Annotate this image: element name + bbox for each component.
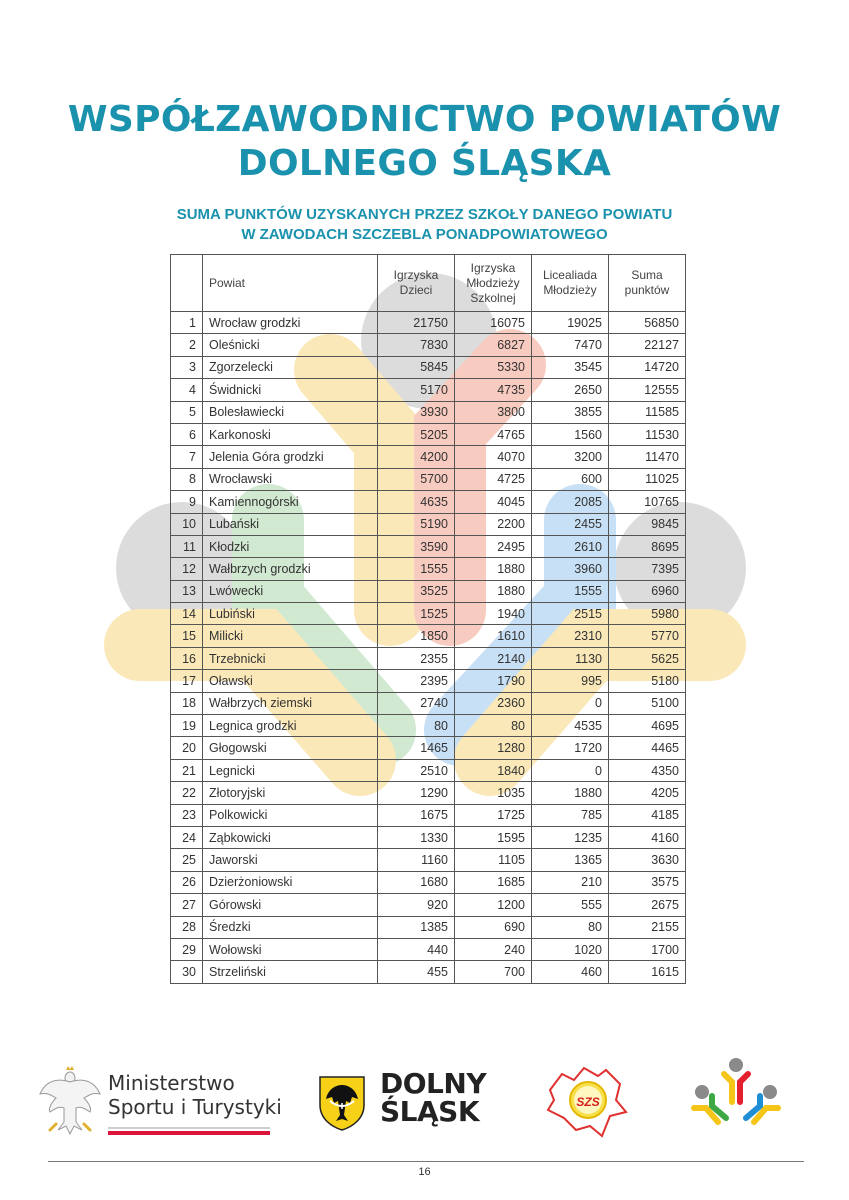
table-header-row [171, 255, 686, 312]
row-powiat: Jelenia Góra grodzki [203, 446, 378, 468]
row-number: 26 [171, 871, 203, 893]
row-licealiada-mlodziezy: 3545 [532, 356, 609, 378]
row-igrzyska-dzieci: 1160 [378, 849, 455, 871]
table-row [171, 580, 686, 602]
row-powiat: Wrocław grodzki [203, 312, 378, 334]
row-suma-punktow: 1615 [609, 961, 686, 983]
page-title [0, 98, 849, 186]
table-row [171, 916, 686, 938]
row-suma-punktow: 7395 [609, 558, 686, 580]
header-text: Młodzieży [466, 275, 520, 290]
row-igrzyska-dzieci: 1330 [378, 826, 455, 848]
row-igrzyska-dzieci: 5845 [378, 356, 455, 378]
row-igrzyska-dzieci: 455 [378, 961, 455, 983]
row-suma-punktow: 8695 [609, 535, 686, 557]
table-row [171, 603, 686, 625]
polish-eagle-emblem [38, 1064, 102, 1136]
row-number: 23 [171, 804, 203, 826]
row-number: 16 [171, 647, 203, 669]
row-igrzyska-mlodziezy-szkolnej: 1840 [455, 759, 532, 781]
table-row [171, 938, 686, 960]
page-number: 16 [418, 1166, 431, 1178]
row-suma-punktow: 14720 [609, 356, 686, 378]
row-igrzyska-mlodziezy-szkolnej: 6827 [455, 334, 532, 356]
row-igrzyska-dzieci: 2740 [378, 692, 455, 714]
table-row [171, 961, 686, 983]
row-suma-punktow: 22127 [609, 334, 686, 356]
dolny-slask-logo-text [380, 1067, 487, 1128]
row-suma-punktow: 2675 [609, 894, 686, 916]
row-suma-punktow: 4185 [609, 804, 686, 826]
table-row [171, 401, 686, 423]
competition-logo [688, 1056, 784, 1126]
row-igrzyska-dzieci: 3930 [378, 401, 455, 423]
table-row [171, 446, 686, 468]
table-row [171, 737, 686, 759]
row-igrzyska-mlodziezy-szkolnej: 1685 [455, 871, 532, 893]
table-row [171, 513, 686, 535]
row-igrzyska-mlodziezy-szkolnej: 1200 [455, 894, 532, 916]
header-igrzyska-mlodziezy-szkolnej [455, 255, 532, 312]
table-row [171, 894, 686, 916]
row-number: 24 [171, 826, 203, 848]
row-igrzyska-mlodziezy-szkolnej: 1880 [455, 580, 532, 602]
header-text: Igrzyska [393, 268, 439, 282]
row-powiat: Kamiennogórski [203, 491, 378, 513]
row-number: 30 [171, 961, 203, 983]
row-igrzyska-mlodziezy-szkolnej: 1725 [455, 804, 532, 826]
header-text: Dzieci [399, 283, 433, 297]
row-igrzyska-mlodziezy-szkolnej: 80 [455, 715, 532, 737]
row-number: 7 [171, 446, 203, 468]
row-igrzyska-dzieci: 21750 [378, 312, 455, 334]
row-licealiada-mlodziezy: 785 [532, 804, 609, 826]
header-text: Szkolnej [470, 290, 516, 305]
row-igrzyska-dzieci: 1385 [378, 916, 455, 938]
row-powiat: Milicki [203, 625, 378, 647]
row-igrzyska-dzieci: 1465 [378, 737, 455, 759]
row-powiat: Oławski [203, 670, 378, 692]
row-igrzyska-mlodziezy-szkolnej: 240 [455, 938, 532, 960]
table-row [171, 334, 686, 356]
row-powiat: Wrocławski [203, 468, 378, 490]
row-suma-punktow: 5180 [609, 670, 686, 692]
row-igrzyska-mlodziezy-szkolnej: 4045 [455, 491, 532, 513]
row-powiat: Dzierżoniowski [203, 871, 378, 893]
row-licealiada-mlodziezy: 1235 [532, 826, 609, 848]
row-powiat: Jaworski [203, 849, 378, 871]
row-suma-punktow: 5100 [609, 692, 686, 714]
row-number: 12 [171, 558, 203, 580]
table-row [171, 625, 686, 647]
row-licealiada-mlodziezy: 3960 [532, 558, 609, 580]
row-igrzyska-dzieci: 5700 [378, 468, 455, 490]
table-row [171, 692, 686, 714]
row-suma-punktow: 12555 [609, 379, 686, 401]
table-row [171, 535, 686, 557]
row-igrzyska-mlodziezy-szkolnej: 2200 [455, 513, 532, 535]
table-row [171, 491, 686, 513]
row-number: 19 [171, 715, 203, 737]
row-igrzyska-dzieci: 2395 [378, 670, 455, 692]
row-igrzyska-mlodziezy-szkolnej: 4725 [455, 468, 532, 490]
row-number: 3 [171, 356, 203, 378]
row-igrzyska-mlodziezy-szkolnej: 1610 [455, 625, 532, 647]
row-powiat: Wołowski [203, 938, 378, 960]
table-row [171, 379, 686, 401]
region-line-1: DOLNY [380, 1067, 487, 1100]
row-suma-punktow: 5770 [609, 625, 686, 647]
row-licealiada-mlodziezy: 2610 [532, 535, 609, 557]
row-igrzyska-mlodziezy-szkolnej: 1105 [455, 849, 532, 871]
row-licealiada-mlodziezy: 1130 [532, 647, 609, 669]
row-igrzyska-dzieci: 1675 [378, 804, 455, 826]
lower-silesia-coat-of-arms [318, 1075, 366, 1131]
row-number: 14 [171, 603, 203, 625]
row-suma-punktow: 2155 [609, 916, 686, 938]
header-suma-punktow [609, 255, 686, 312]
row-suma-punktow: 3575 [609, 871, 686, 893]
row-licealiada-mlodziezy: 1720 [532, 737, 609, 759]
header-licealiada-mlodziezy [532, 255, 609, 312]
row-igrzyska-dzieci: 3590 [378, 535, 455, 557]
row-igrzyska-dzieci: 80 [378, 715, 455, 737]
row-licealiada-mlodziezy: 0 [532, 692, 609, 714]
header-text: Igrzyska [470, 260, 516, 275]
row-number: 25 [171, 849, 203, 871]
row-licealiada-mlodziezy: 600 [532, 468, 609, 490]
table-row [171, 826, 686, 848]
row-suma-punktow: 56850 [609, 312, 686, 334]
szs-logo [540, 1060, 630, 1140]
row-number: 4 [171, 379, 203, 401]
row-powiat: Strzeliński [203, 961, 378, 983]
row-powiat: Oleśnicki [203, 334, 378, 356]
row-igrzyska-mlodziezy-szkolnej: 2360 [455, 692, 532, 714]
row-igrzyska-dzieci: 1525 [378, 603, 455, 625]
row-igrzyska-dzieci: 4635 [378, 491, 455, 513]
szs-text: SZS [576, 1095, 600, 1109]
row-licealiada-mlodziezy: 2650 [532, 379, 609, 401]
row-powiat: Lubiński [203, 603, 378, 625]
row-igrzyska-dzieci: 1850 [378, 625, 455, 647]
row-powiat: Złotoryjski [203, 782, 378, 804]
row-licealiada-mlodziezy: 210 [532, 871, 609, 893]
row-powiat: Górowski [203, 894, 378, 916]
page-title-line-1: WSPÓŁZAWODNICTWO POWIATÓW [67, 99, 782, 140]
page-subtitle [0, 205, 849, 245]
row-suma-punktow: 5980 [609, 603, 686, 625]
row-number: 29 [171, 938, 203, 960]
row-number: 2 [171, 334, 203, 356]
header-text: punktów [624, 283, 670, 297]
ministry-logo-text [108, 1071, 282, 1119]
row-number: 21 [171, 759, 203, 781]
row-number: 8 [171, 468, 203, 490]
row-powiat: Lwówecki [203, 580, 378, 602]
row-number: 1 [171, 312, 203, 334]
row-number: 27 [171, 894, 203, 916]
row-powiat: Legnicki [203, 759, 378, 781]
row-licealiada-mlodziezy: 2455 [532, 513, 609, 535]
row-powiat: Wałbrzych ziemski [203, 692, 378, 714]
table-row [171, 715, 686, 737]
row-igrzyska-mlodziezy-szkolnej: 5330 [455, 356, 532, 378]
row-number: 17 [171, 670, 203, 692]
row-suma-punktow: 11530 [609, 423, 686, 445]
row-licealiada-mlodziezy: 1365 [532, 849, 609, 871]
table-row [171, 558, 686, 580]
results-table [170, 254, 686, 984]
row-suma-punktow: 11585 [609, 401, 686, 423]
row-igrzyska-dzieci: 7830 [378, 334, 455, 356]
row-suma-punktow: 4205 [609, 782, 686, 804]
row-suma-punktow: 11025 [609, 468, 686, 490]
row-suma-punktow: 4160 [609, 826, 686, 848]
row-licealiada-mlodziezy: 1555 [532, 580, 609, 602]
row-number: 20 [171, 737, 203, 759]
row-igrzyska-mlodziezy-szkolnej: 1790 [455, 670, 532, 692]
row-igrzyska-dzieci: 1680 [378, 871, 455, 893]
row-igrzyska-mlodziezy-szkolnej: 4765 [455, 423, 532, 445]
row-licealiada-mlodziezy: 1560 [532, 423, 609, 445]
region-line-2: ŚLĄSK [380, 1095, 480, 1128]
row-number: 18 [171, 692, 203, 714]
row-licealiada-mlodziezy: 7470 [532, 334, 609, 356]
row-suma-punktow: 9845 [609, 513, 686, 535]
polish-flag-bar [108, 1127, 270, 1135]
row-suma-punktow: 1700 [609, 938, 686, 960]
page-subtitle-line-2: W ZAWODACH SZCZEBLA PONADPOWIATOWEGO [241, 226, 608, 243]
row-suma-punktow: 6960 [609, 580, 686, 602]
row-powiat: Zgorzelecki [203, 356, 378, 378]
row-licealiada-mlodziezy: 80 [532, 916, 609, 938]
row-igrzyska-mlodziezy-szkolnej: 1595 [455, 826, 532, 848]
row-powiat: Lubański [203, 513, 378, 535]
row-licealiada-mlodziezy: 1880 [532, 782, 609, 804]
row-powiat: Bolesławiecki [203, 401, 378, 423]
row-number: 22 [171, 782, 203, 804]
table-row [171, 849, 686, 871]
row-number: 15 [171, 625, 203, 647]
row-licealiada-mlodziezy: 19025 [532, 312, 609, 334]
row-licealiada-mlodziezy: 2085 [532, 491, 609, 513]
row-igrzyska-mlodziezy-szkolnej: 4070 [455, 446, 532, 468]
row-licealiada-mlodziezy: 995 [532, 670, 609, 692]
row-igrzyska-mlodziezy-szkolnej: 700 [455, 961, 532, 983]
row-powiat: Polkowicki [203, 804, 378, 826]
row-powiat: Ząbkowicki [203, 826, 378, 848]
table-row [171, 670, 686, 692]
row-suma-punktow: 4350 [609, 759, 686, 781]
row-powiat: Legnica grodzki [203, 715, 378, 737]
row-powiat: Trzebnicki [203, 647, 378, 669]
row-powiat: Świdnicki [203, 379, 378, 401]
table-row [171, 804, 686, 826]
row-licealiada-mlodziezy: 555 [532, 894, 609, 916]
row-igrzyska-dzieci: 1290 [378, 782, 455, 804]
row-suma-punktow: 3630 [609, 849, 686, 871]
row-number: 11 [171, 535, 203, 557]
table-row [171, 782, 686, 804]
table-row [171, 468, 686, 490]
row-licealiada-mlodziezy: 4535 [532, 715, 609, 737]
ministry-line-2: Sportu i Turystyki [108, 1095, 282, 1119]
row-igrzyska-dzieci: 440 [378, 938, 455, 960]
footer-divider [48, 1161, 804, 1162]
header-text: Suma [631, 268, 663, 282]
row-number: 9 [171, 491, 203, 513]
header-igrzyska-dzieci [378, 255, 455, 312]
row-igrzyska-mlodziezy-szkolnej: 3800 [455, 401, 532, 423]
table-body [171, 312, 686, 984]
row-licealiada-mlodziezy: 3855 [532, 401, 609, 423]
table-row [171, 871, 686, 893]
row-igrzyska-mlodziezy-szkolnej: 4735 [455, 379, 532, 401]
row-igrzyska-mlodziezy-szkolnej: 1880 [455, 558, 532, 580]
table-row [171, 759, 686, 781]
row-licealiada-mlodziezy: 2310 [532, 625, 609, 647]
header-text: Licealiada [542, 268, 598, 282]
row-suma-punktow: 11470 [609, 446, 686, 468]
row-licealiada-mlodziezy: 460 [532, 961, 609, 983]
header-text: Młodzieży [543, 283, 597, 297]
row-igrzyska-mlodziezy-szkolnej: 690 [455, 916, 532, 938]
table-row [171, 356, 686, 378]
table-row [171, 312, 686, 334]
row-igrzyska-mlodziezy-szkolnej: 1940 [455, 603, 532, 625]
header-number [171, 255, 203, 312]
row-number: 5 [171, 401, 203, 423]
row-licealiada-mlodziezy: 0 [532, 759, 609, 781]
row-suma-punktow: 10765 [609, 491, 686, 513]
row-igrzyska-dzieci: 2355 [378, 647, 455, 669]
row-powiat: Średzki [203, 916, 378, 938]
row-igrzyska-dzieci: 5190 [378, 513, 455, 535]
row-igrzyska-dzieci: 920 [378, 894, 455, 916]
row-igrzyska-dzieci: 3525 [378, 580, 455, 602]
row-licealiada-mlodziezy: 3200 [532, 446, 609, 468]
row-igrzyska-mlodziezy-szkolnej: 1280 [455, 737, 532, 759]
row-suma-punktow: 5625 [609, 647, 686, 669]
row-powiat: Kłodzki [203, 535, 378, 557]
row-number: 28 [171, 916, 203, 938]
row-igrzyska-dzieci: 5170 [378, 379, 455, 401]
row-number: 13 [171, 580, 203, 602]
row-powiat: Głogowski [203, 737, 378, 759]
row-igrzyska-dzieci: 2510 [378, 759, 455, 781]
row-number: 10 [171, 513, 203, 535]
table-row [171, 647, 686, 669]
row-igrzyska-dzieci: 1555 [378, 558, 455, 580]
row-igrzyska-dzieci: 4200 [378, 446, 455, 468]
row-licealiada-mlodziezy: 1020 [532, 938, 609, 960]
row-powiat: Karkonoski [203, 423, 378, 445]
row-igrzyska-mlodziezy-szkolnej: 2495 [455, 535, 532, 557]
row-igrzyska-mlodziezy-szkolnej: 1035 [455, 782, 532, 804]
row-licealiada-mlodziezy: 2515 [532, 603, 609, 625]
header-powiat: Powiat [203, 255, 378, 312]
page-title-line-2: DOLNEGO ŚLĄSKA [237, 143, 612, 184]
row-suma-punktow: 4695 [609, 715, 686, 737]
row-suma-punktow: 4465 [609, 737, 686, 759]
row-powiat: Wałbrzych grodzki [203, 558, 378, 580]
ministry-line-1: Ministerstwo [108, 1071, 235, 1095]
row-number: 6 [171, 423, 203, 445]
table-row [171, 423, 686, 445]
page-subtitle-line-1: SUMA PUNKTÓW UZYSKANYCH PRZEZ SZKOŁY DANEGO POWIATU [176, 206, 673, 223]
row-igrzyska-dzieci: 5205 [378, 423, 455, 445]
row-igrzyska-mlodziezy-szkolnej: 2140 [455, 647, 532, 669]
row-igrzyska-mlodziezy-szkolnej: 16075 [455, 312, 532, 334]
